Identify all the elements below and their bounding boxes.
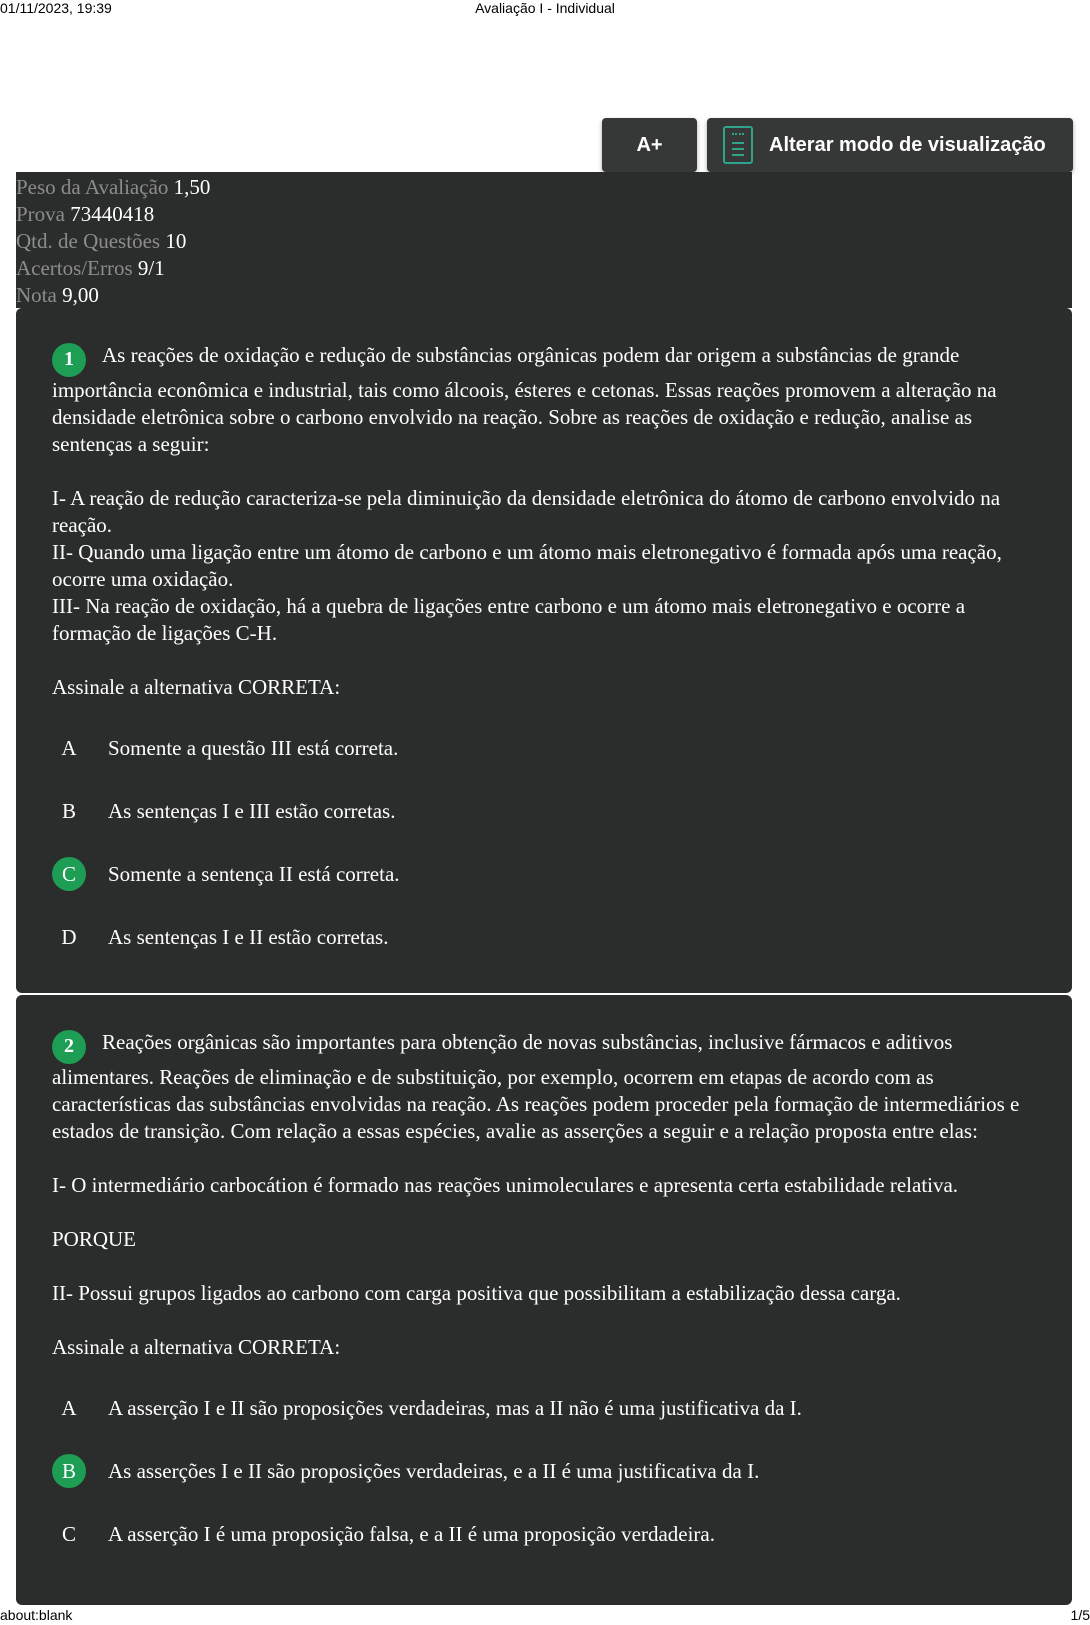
- print-page-number: 1/5: [1070, 1607, 1090, 1623]
- summary-value: 9,00: [62, 283, 99, 307]
- print-date: 01/11/2023, 19:39: [0, 0, 112, 16]
- question-number-badge: 1: [52, 343, 86, 377]
- question-card-1: [16, 308, 1072, 993]
- answer-option-b[interactable]: [52, 1440, 1036, 1503]
- summary-value: 10: [165, 229, 187, 253]
- summary-value: 73440418: [70, 202, 155, 226]
- summary-label: Qtd. de Questões: [16, 229, 161, 253]
- question-card-2: [16, 995, 1072, 1605]
- summary-row: [16, 174, 1072, 201]
- summary-label: Prova: [16, 202, 65, 226]
- option-letter: A: [61, 735, 77, 760]
- exam-summary: [16, 172, 1072, 308]
- font-size-button[interactable]: A+: [602, 118, 697, 172]
- summary-row: [16, 282, 1072, 309]
- option-text: A asserção I e II são proposições verdadeiras, mas a II não é uma justificativa da I.: [108, 1395, 802, 1420]
- print-url: about:blank: [0, 1607, 73, 1623]
- summary-row: [16, 201, 1072, 228]
- option-letter: C: [61, 1521, 76, 1546]
- option-letter: D: [61, 924, 77, 949]
- answer-option-d[interactable]: [52, 906, 1036, 969]
- option-text: Somente a questão III está correta.: [108, 735, 399, 760]
- question-number-badge: 2: [52, 1030, 86, 1064]
- change-view-mode-label: Alterar modo de visualização: [769, 133, 1046, 156]
- summary-label: Acertos/Erros: [16, 256, 133, 280]
- question-text: [52, 342, 1036, 701]
- answer-option-a[interactable]: [52, 717, 1036, 780]
- toolbar: [602, 118, 1073, 172]
- answer-options: [52, 1377, 1036, 1566]
- option-letter: A: [61, 1395, 77, 1420]
- answer-option-b[interactable]: [52, 780, 1036, 843]
- option-letter-correct: C: [52, 857, 86, 891]
- question-body: As reações de oxidação e redução de substâncias orgânicas podem dar origem a substâncias de grande importância econômica e industrial, tais como álcoois, ésteres e cetonas. Essas reações promovem a alteração na densidade eletrônica sobre o carbono envolvido na reação. Sobre as reações de oxidação e redução, analise as sentenças a seguir: I- A reação de redução caracteriza-se pela diminuição da densidade eletrônica do átomo de carbono envolvido na reação. II- Quando uma ligação entre um átomo de carbono e um átomo mais eletronegativo é formada após uma reação, ocorre uma oxidação. III- Na reação de oxidação, há a quebra de ligações entre carbono e um átomo mais eletronegativo e ocorre a formação de ligações C-H. Assinale a alternativa CORRETA:: [52, 343, 1002, 699]
- option-text: As asserções I e II são proposições verdadeiras, e a II é uma justificativa da I.: [108, 1458, 760, 1483]
- answer-option-c[interactable]: [52, 1503, 1036, 1566]
- summary-value: 9/1: [137, 256, 165, 280]
- question-text: [52, 1029, 1036, 1361]
- summary-value: 1,50: [173, 175, 211, 199]
- option-letter-correct: B: [52, 1454, 86, 1488]
- print-footer: [0, 1607, 1090, 1625]
- question-body: Reações orgânicas são importantes para obtenção de novas substâncias, inclusive fármacos e aditivos alimentares. Reações de eliminação e de substituição, por exemplo, ocorrem em etapas de acordo com as características das substâncias envolvidas na reação. As reações podem proceder pela formação de intermediários e estados de transição. Com relação a essas espécies, avalie as asserções a seguir e a relação proposta entre elas: I- O intermediário carbocátion é formado nas reações unimoleculares e apresenta certa estabilidade relativa. PORQUE II- Possui grupos ligados ao carbono com carga positiva que possibilitam a estabilização dessa carga. Assinale a alternativa CORRETA:: [52, 1030, 1020, 1359]
- document-icon: [723, 126, 753, 164]
- print-header: [0, 0, 1090, 18]
- summary-row: [16, 255, 1072, 282]
- option-text: A asserção I é uma proposição falsa, e a II é uma proposição verdadeira.: [108, 1521, 715, 1546]
- option-text: Somente a sentença II está correta.: [108, 861, 400, 886]
- change-view-mode-button[interactable]: [707, 118, 1073, 172]
- option-letter: B: [61, 798, 76, 823]
- summary-label: Peso da Avaliação: [16, 175, 169, 199]
- print-title: Avaliação I - Individual: [475, 0, 615, 16]
- summary-row: [16, 228, 1072, 255]
- answer-option-c[interactable]: [52, 843, 1036, 906]
- option-text: As sentenças I e II estão corretas.: [108, 924, 389, 949]
- answer-options: [52, 717, 1036, 969]
- answer-option-a[interactable]: [52, 1377, 1036, 1440]
- option-text: As sentenças I e III estão corretas.: [108, 798, 396, 823]
- summary-label: Nota: [16, 283, 57, 307]
